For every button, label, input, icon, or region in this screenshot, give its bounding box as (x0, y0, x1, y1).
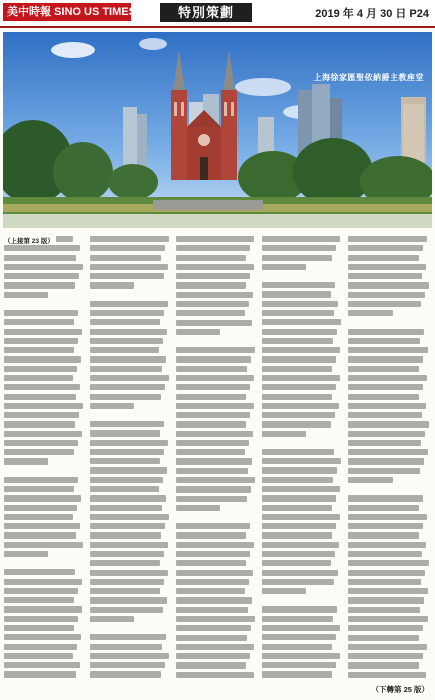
text-line (90, 597, 167, 603)
text-line (4, 579, 82, 585)
text-line (4, 653, 73, 659)
text-line (4, 662, 80, 668)
text-line (262, 662, 336, 668)
text-line (90, 477, 163, 483)
text-line (262, 653, 340, 659)
text-line (348, 356, 423, 362)
masthead (0, 0, 435, 28)
text-line (4, 625, 74, 631)
text-line (262, 236, 340, 242)
text-line (348, 329, 424, 335)
text-line (262, 505, 332, 511)
text-line (348, 245, 423, 251)
text-line (90, 236, 169, 242)
text-line (90, 579, 164, 585)
text-line (90, 523, 165, 529)
text-line (262, 625, 340, 631)
text-line (176, 486, 251, 492)
text-line (90, 403, 134, 409)
text-line (90, 607, 163, 613)
text-line (176, 301, 249, 307)
text-line (4, 523, 80, 529)
text-line (4, 310, 78, 316)
text-line (90, 588, 160, 594)
text-line (348, 662, 419, 668)
text-line (90, 634, 166, 640)
text-line (262, 467, 337, 473)
text-line (348, 625, 423, 631)
text-line (176, 431, 253, 437)
text-line (90, 505, 162, 511)
text-line (4, 421, 75, 427)
text-line (262, 532, 332, 538)
text-line (348, 644, 427, 650)
section-title: 特別策劃 (160, 3, 252, 22)
text-line (4, 292, 48, 298)
text-line (4, 329, 82, 335)
text-line (176, 458, 252, 464)
text-line (348, 301, 421, 307)
text-line (348, 366, 419, 372)
text-line (90, 560, 160, 566)
text-line (262, 616, 333, 622)
text-line (262, 245, 336, 251)
text-line (348, 347, 428, 353)
text-line (348, 616, 428, 622)
cathedral-photo (3, 32, 432, 228)
text-line (90, 532, 161, 538)
text-line (176, 273, 250, 279)
text-line (176, 532, 246, 538)
text-line (4, 616, 78, 622)
cathedral-illustration (3, 32, 432, 228)
text-line (90, 366, 162, 372)
text-line (348, 532, 419, 538)
text-line (90, 570, 168, 576)
text-line (4, 606, 82, 612)
text-line (4, 514, 73, 520)
text-line (4, 597, 74, 603)
text-column-1 (4, 236, 84, 684)
text-line (348, 653, 423, 659)
text-line (348, 523, 423, 529)
text-line (176, 449, 245, 455)
text-line (90, 319, 160, 325)
paragraph-break (90, 412, 170, 421)
paragraph-break (90, 625, 170, 634)
text-line (176, 551, 250, 557)
text-line (4, 245, 80, 251)
text-line (348, 514, 427, 520)
text-line (262, 644, 332, 650)
text-line (90, 310, 164, 316)
text-line (90, 255, 161, 261)
text-line (262, 403, 339, 409)
text-line (176, 662, 246, 668)
text-line (176, 672, 254, 678)
text-line (4, 356, 81, 362)
text-line (262, 671, 332, 677)
text-line (176, 245, 250, 251)
text-line (4, 634, 81, 640)
text-line (348, 338, 420, 344)
text-line (348, 403, 426, 409)
text-line (4, 431, 82, 437)
text-line (262, 606, 337, 612)
continued-on-tag: （下轉第 25 版） (371, 685, 429, 694)
text-line (176, 282, 246, 288)
text-line (348, 292, 425, 298)
text-line (176, 597, 252, 603)
continued-from-tag: （上接第 23 版） (4, 238, 54, 245)
text-line (4, 551, 48, 557)
text-line (348, 412, 422, 418)
text-line (262, 560, 331, 566)
text-line (348, 449, 428, 455)
text-line (262, 412, 335, 418)
text-line (90, 273, 164, 279)
text-line (176, 560, 246, 566)
text-line (90, 662, 165, 668)
text-line (348, 635, 419, 641)
paragraph-break (262, 440, 342, 449)
text-line (4, 375, 73, 381)
text-line (176, 440, 249, 446)
text-line (348, 477, 393, 483)
text-line (262, 301, 338, 307)
text-line (176, 384, 250, 390)
text-line (176, 356, 251, 362)
text-line (90, 329, 167, 335)
text-line (262, 384, 336, 390)
paragraph-break (90, 292, 170, 301)
paragraph-break (348, 486, 430, 495)
text-line (348, 384, 423, 390)
text-line (4, 440, 78, 446)
text-line (176, 505, 220, 511)
text-line (176, 523, 250, 529)
text-line (176, 329, 220, 335)
text-line (348, 672, 426, 678)
text-line (262, 495, 336, 501)
text-line (176, 255, 246, 261)
paragraph-break (262, 597, 342, 606)
paragraph-break (4, 560, 84, 569)
text-line (176, 570, 253, 576)
text-line (348, 458, 424, 464)
photo-caption: 上海徐家匯聖依納爵主教座堂 (313, 73, 424, 82)
text-line (348, 440, 421, 446)
text-line (262, 291, 331, 297)
text-line (4, 644, 77, 650)
text-line (176, 320, 252, 326)
text-line (176, 375, 254, 381)
text-line (262, 514, 340, 520)
text-line (176, 579, 249, 585)
text-line (262, 477, 333, 483)
text-line (262, 458, 341, 464)
text-line (4, 458, 48, 464)
text-line (176, 236, 254, 242)
text-line (4, 449, 74, 455)
text-line (262, 329, 337, 335)
text-line (348, 542, 426, 548)
text-line (348, 310, 393, 316)
text-line (348, 607, 420, 613)
text-line (90, 421, 164, 427)
text-line (90, 384, 165, 390)
text-line (348, 505, 419, 511)
text-line (262, 264, 306, 270)
text-line (4, 255, 76, 261)
text-line (348, 468, 420, 474)
text-line (176, 542, 254, 548)
text-line (262, 310, 334, 316)
text-line (262, 375, 340, 381)
text-line (4, 273, 79, 279)
text-line (348, 282, 429, 288)
text-line (348, 421, 429, 427)
text-line (176, 607, 248, 613)
text-line (262, 588, 306, 594)
text-line (348, 560, 429, 566)
text-line (262, 634, 336, 640)
text-line (90, 514, 169, 520)
text-line (262, 523, 336, 529)
text-line (90, 264, 168, 270)
text-line (176, 264, 254, 270)
text-line (348, 579, 421, 585)
text-line (348, 273, 422, 279)
text-line (176, 644, 254, 650)
paragraph-break (348, 320, 430, 329)
text-line (176, 588, 245, 594)
text-line (176, 625, 251, 631)
text-line (262, 570, 338, 576)
text-line (262, 282, 335, 288)
text-line (4, 486, 74, 492)
text-line (262, 366, 332, 372)
text-column-3 (176, 236, 256, 684)
text-line (262, 394, 332, 400)
text-line (262, 486, 340, 492)
text-line (176, 310, 245, 316)
text-line (262, 542, 339, 548)
text-line (262, 338, 333, 344)
text-line (90, 644, 162, 650)
text-line (90, 245, 165, 251)
text-line (176, 292, 253, 298)
text-line (262, 347, 340, 353)
text-line (262, 356, 336, 362)
text-line (176, 403, 254, 409)
text-line (4, 282, 75, 288)
text-line (176, 496, 247, 502)
text-line (348, 375, 427, 381)
text-line (176, 477, 255, 483)
text-line (262, 449, 334, 455)
text-line (4, 319, 74, 325)
text-line (262, 551, 335, 557)
text-line (348, 236, 427, 242)
issue-date-page: 2019 年 4 月 30 日 P24 (315, 8, 429, 20)
text-line (348, 597, 424, 603)
text-line (176, 347, 255, 353)
paragraph-break (176, 338, 256, 347)
text-line (90, 458, 160, 464)
text-line (348, 588, 428, 594)
text-column-2 (90, 236, 170, 684)
text-line (90, 375, 169, 381)
text-line (176, 412, 250, 418)
text-line (4, 505, 77, 511)
text-line (176, 468, 248, 474)
text-line (4, 394, 76, 400)
paragraph-break (4, 301, 84, 310)
text-line (90, 347, 159, 353)
text-line (176, 394, 246, 400)
text-line (4, 542, 83, 548)
text-line (262, 431, 306, 437)
text-line (4, 366, 77, 372)
article-body (4, 236, 432, 684)
text-line (348, 255, 419, 261)
text-line (90, 356, 166, 362)
text-line (4, 495, 81, 501)
text-column-5 (348, 236, 430, 684)
text-line (90, 467, 167, 473)
text-line (4, 477, 78, 483)
text-line (348, 495, 423, 501)
text-line (4, 532, 76, 538)
newspaper-logo: 美中時報 SINO US TIMES (3, 3, 131, 21)
text-line (4, 264, 83, 270)
text-line (262, 421, 331, 427)
text-line (348, 264, 426, 270)
text-line (90, 301, 168, 307)
text-line (90, 440, 168, 446)
text-line (4, 569, 75, 575)
paragraph-break (4, 468, 84, 477)
text-line (4, 338, 78, 344)
text-line (90, 394, 161, 400)
text-line (176, 616, 255, 622)
text-line (262, 319, 341, 325)
text-line (348, 570, 425, 576)
text-line (4, 671, 76, 677)
text-line (90, 671, 161, 677)
text-line (90, 282, 134, 288)
text-line (348, 394, 419, 400)
text-line (4, 384, 80, 390)
text-line (348, 431, 425, 437)
text-line (90, 495, 166, 501)
text-column-4 (262, 236, 342, 684)
text-line (262, 579, 334, 585)
text-line (262, 255, 332, 261)
text-line (90, 449, 164, 455)
text-line (176, 421, 246, 427)
text-line (176, 366, 247, 372)
text-line (4, 347, 74, 353)
text-line (90, 486, 159, 492)
text-line (176, 635, 247, 641)
text-line (90, 616, 134, 622)
text-line (4, 588, 78, 594)
text-line (348, 551, 422, 557)
text-line (90, 551, 164, 557)
text-line (90, 338, 163, 344)
paragraph-break (176, 514, 256, 523)
paragraph-break (262, 273, 342, 282)
text-line (90, 542, 168, 548)
text-line (4, 403, 83, 409)
text-line (90, 653, 169, 659)
text-line (4, 412, 79, 418)
text-line (176, 653, 250, 659)
text-line (90, 430, 160, 436)
